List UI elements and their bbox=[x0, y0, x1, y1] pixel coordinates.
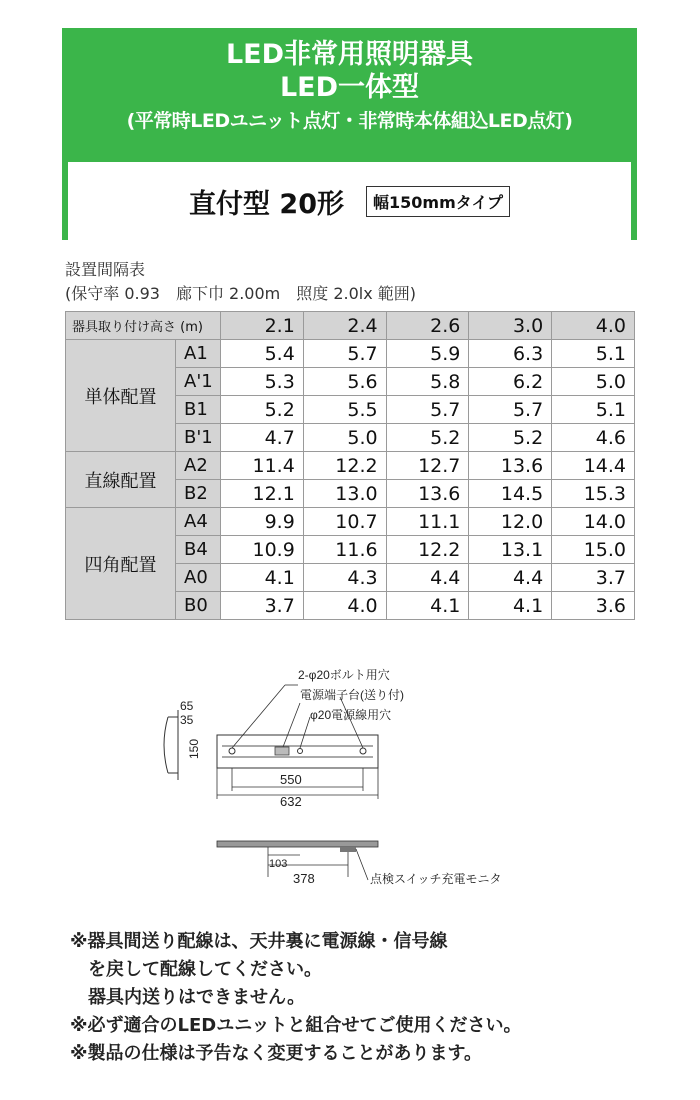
height-col: 2.4 bbox=[303, 312, 386, 340]
monitor-label: 点検スイッチ充電モニタ bbox=[370, 872, 502, 886]
table-caption bbox=[65, 258, 416, 306]
row-code: B'1 bbox=[176, 424, 221, 452]
table-cell: 5.0 bbox=[303, 424, 386, 452]
row-code: A2 bbox=[176, 452, 221, 480]
notes-section bbox=[70, 928, 521, 1068]
table-row bbox=[66, 452, 635, 480]
title-line-1: LED非常用照明器具 bbox=[225, 39, 474, 70]
table-cell: 4.0 bbox=[303, 592, 386, 620]
group-label: 四角配置 bbox=[66, 508, 176, 620]
table-cell: 5.1 bbox=[552, 396, 635, 424]
row-code: B4 bbox=[176, 536, 221, 564]
table-cell: 4.6 bbox=[552, 424, 635, 452]
row-code: B1 bbox=[176, 396, 221, 424]
table-cell: 14.0 bbox=[552, 508, 635, 536]
row-code: B0 bbox=[176, 592, 221, 620]
table-cell: 12.2 bbox=[303, 452, 386, 480]
row-code: A'1 bbox=[176, 368, 221, 396]
table-cell: 4.1 bbox=[469, 592, 552, 620]
table-cell: 5.6 bbox=[303, 368, 386, 396]
table-cell: 4.4 bbox=[386, 564, 469, 592]
table-cell: 6.2 bbox=[469, 368, 552, 396]
table-cell: 4.4 bbox=[469, 564, 552, 592]
table-cell: 14.5 bbox=[469, 480, 552, 508]
table-cell: 5.7 bbox=[386, 396, 469, 424]
table-cell: 3.6 bbox=[552, 592, 635, 620]
table-cell: 5.8 bbox=[386, 368, 469, 396]
height-col: 3.0 bbox=[469, 312, 552, 340]
table-cell: 5.4 bbox=[221, 340, 304, 368]
table-cell: 13.6 bbox=[469, 452, 552, 480]
table-cell: 12.7 bbox=[386, 452, 469, 480]
title-line-2: LED一体型 bbox=[279, 72, 420, 103]
spacing-table bbox=[65, 311, 635, 620]
table-cell: 14.4 bbox=[552, 452, 635, 480]
table-cell: 3.7 bbox=[552, 564, 635, 592]
table-cell: 5.5 bbox=[303, 396, 386, 424]
table-cell: 11.4 bbox=[221, 452, 304, 480]
table-cell: 3.7 bbox=[221, 592, 304, 620]
table-caption-conditions: (保守率 0.93 廊下巾 2.00m 照度 2.0lx 範囲) bbox=[65, 284, 417, 303]
table-cell: 13.0 bbox=[303, 480, 386, 508]
terminal-label: 電源端子台(送り付) bbox=[300, 688, 404, 702]
table-cell: 4.7 bbox=[221, 424, 304, 452]
table-cell: 10.9 bbox=[221, 536, 304, 564]
height-header: 器具取り付け高さ (m) bbox=[66, 312, 221, 340]
row-code: A0 bbox=[176, 564, 221, 592]
dimension-drawing bbox=[150, 655, 570, 895]
dim-65-label: 65 bbox=[180, 699, 194, 713]
note-1-continued-2: 器具内送りはできません。 bbox=[88, 987, 306, 1008]
note-2: ※必ず適合のLEDユニットと組合せてご使用ください。 bbox=[70, 1015, 522, 1036]
height-col: 2.6 bbox=[386, 312, 469, 340]
table-cell: 13.6 bbox=[386, 480, 469, 508]
note-1-continued: を戻して配線してください。 bbox=[88, 959, 322, 980]
table-cell: 5.9 bbox=[386, 340, 469, 368]
table-cell: 10.7 bbox=[303, 508, 386, 536]
table-cell: 5.7 bbox=[303, 340, 386, 368]
note-1: ※器具間送り配線は、天井裏に電源線・信号線 bbox=[70, 931, 448, 952]
table-row bbox=[66, 508, 635, 536]
table-cell: 11.6 bbox=[303, 536, 386, 564]
table-cell: 15.0 bbox=[552, 536, 635, 564]
row-code: B2 bbox=[176, 480, 221, 508]
dim-378-label: 378 bbox=[293, 871, 315, 886]
row-code: A1 bbox=[176, 340, 221, 368]
table-cell: 11.1 bbox=[386, 508, 469, 536]
table-cell: 15.3 bbox=[552, 480, 635, 508]
table-row bbox=[66, 340, 635, 368]
table-header-row bbox=[66, 312, 635, 340]
dim-150-label: 150 bbox=[187, 738, 201, 759]
table-cell: 6.3 bbox=[469, 340, 552, 368]
table-cell: 5.1 bbox=[552, 340, 635, 368]
table-cell: 12.1 bbox=[221, 480, 304, 508]
table-cell: 12.2 bbox=[386, 536, 469, 564]
table-cell: 5.3 bbox=[221, 368, 304, 396]
type-box bbox=[68, 162, 631, 240]
table-cell: 5.2 bbox=[386, 424, 469, 452]
mount-type-title: 直付型 20形 bbox=[189, 188, 345, 220]
table-cell: 13.1 bbox=[469, 536, 552, 564]
table-cell: 5.7 bbox=[469, 396, 552, 424]
dim-632-label: 632 bbox=[280, 794, 302, 809]
table-cell: 5.2 bbox=[221, 396, 304, 424]
cable-hole-label: φ20電源線用穴 bbox=[310, 708, 392, 722]
width-badge: 幅150mmタイプ bbox=[366, 186, 510, 217]
table-caption-title: 設置間隔表 bbox=[65, 260, 146, 279]
table-cell: 12.0 bbox=[469, 508, 552, 536]
group-label: 直線配置 bbox=[66, 452, 176, 508]
side-profile bbox=[164, 710, 178, 780]
group-label: 単体配置 bbox=[66, 340, 176, 452]
product-header bbox=[62, 28, 637, 240]
dim-103-label: 103 bbox=[269, 858, 288, 870]
note-3: ※製品の仕様は予告なく変更することがあります。 bbox=[70, 1043, 483, 1064]
title-line-3: (平常時LEDユニット点灯・非常時本体組込LED点灯) bbox=[126, 110, 573, 132]
dim-35-label: 35 bbox=[180, 713, 194, 727]
table-cell: 4.1 bbox=[386, 592, 469, 620]
bolt-hole-label: 2-φ20ボルト用穴 bbox=[298, 668, 390, 682]
height-col: 4.0 bbox=[552, 312, 635, 340]
row-code: A4 bbox=[176, 508, 221, 536]
fixture-top-view bbox=[217, 735, 378, 768]
table-cell: 4.1 bbox=[221, 564, 304, 592]
table-cell: 5.0 bbox=[552, 368, 635, 396]
dim-550-label: 550 bbox=[280, 772, 302, 787]
table-cell: 9.9 bbox=[221, 508, 304, 536]
height-col: 2.1 bbox=[221, 312, 304, 340]
table-cell: 4.3 bbox=[303, 564, 386, 592]
table-cell: 5.2 bbox=[469, 424, 552, 452]
